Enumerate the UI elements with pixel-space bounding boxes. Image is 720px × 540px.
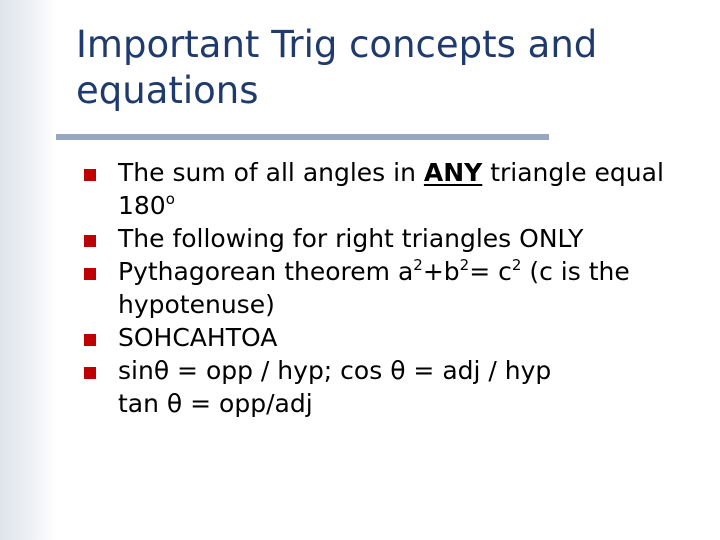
- bullet-text: SOHCAHTOA: [118, 323, 278, 352]
- square-bullet-icon: [84, 334, 96, 346]
- bullet-item-angle-sum: [84, 156, 714, 222]
- bullet-text-tail: (c is the hypotenuse): [118, 257, 630, 319]
- bullet-text-tail: triangle equal 180: [118, 158, 664, 220]
- exponent: 2: [511, 256, 522, 274]
- bullet-item-pythagorean: [84, 255, 714, 321]
- bullet-item-sohcahtoa: [84, 321, 714, 354]
- square-bullet-icon: [84, 268, 96, 280]
- exponent: 2: [413, 256, 423, 274]
- left-gradient-band: [0, 0, 56, 540]
- bullet-text-part: +b: [422, 257, 460, 286]
- bullet-text: Pythagorean theorem a: [118, 257, 414, 286]
- square-bullet-icon: [84, 235, 96, 247]
- degree-superscript: o: [165, 190, 175, 208]
- slide-title: Important Trig concepts and equations: [76, 23, 598, 112]
- bullet-text-line2: tan θ = opp/adj: [118, 389, 313, 418]
- bullet-item-right-triangles: [84, 222, 714, 255]
- exponent: 2: [459, 256, 470, 274]
- bullet-text-part: = c: [469, 257, 512, 286]
- bullet-list: [84, 156, 714, 420]
- title-underline-rule: [56, 134, 549, 140]
- bullet-text: The following for right triangles ONLY: [118, 224, 584, 253]
- bullet-text: The sum of all angles in: [118, 158, 424, 187]
- bullet-item-ratios: [84, 354, 714, 420]
- emphasis-bold: ANY: [423, 158, 483, 187]
- bullet-text-line1: sinθ = opp / hyp; cos θ = adj / hyp: [118, 356, 552, 385]
- square-bullet-icon: [84, 367, 96, 379]
- square-bullet-icon: [84, 169, 96, 181]
- emphasis-text: [424, 158, 482, 187]
